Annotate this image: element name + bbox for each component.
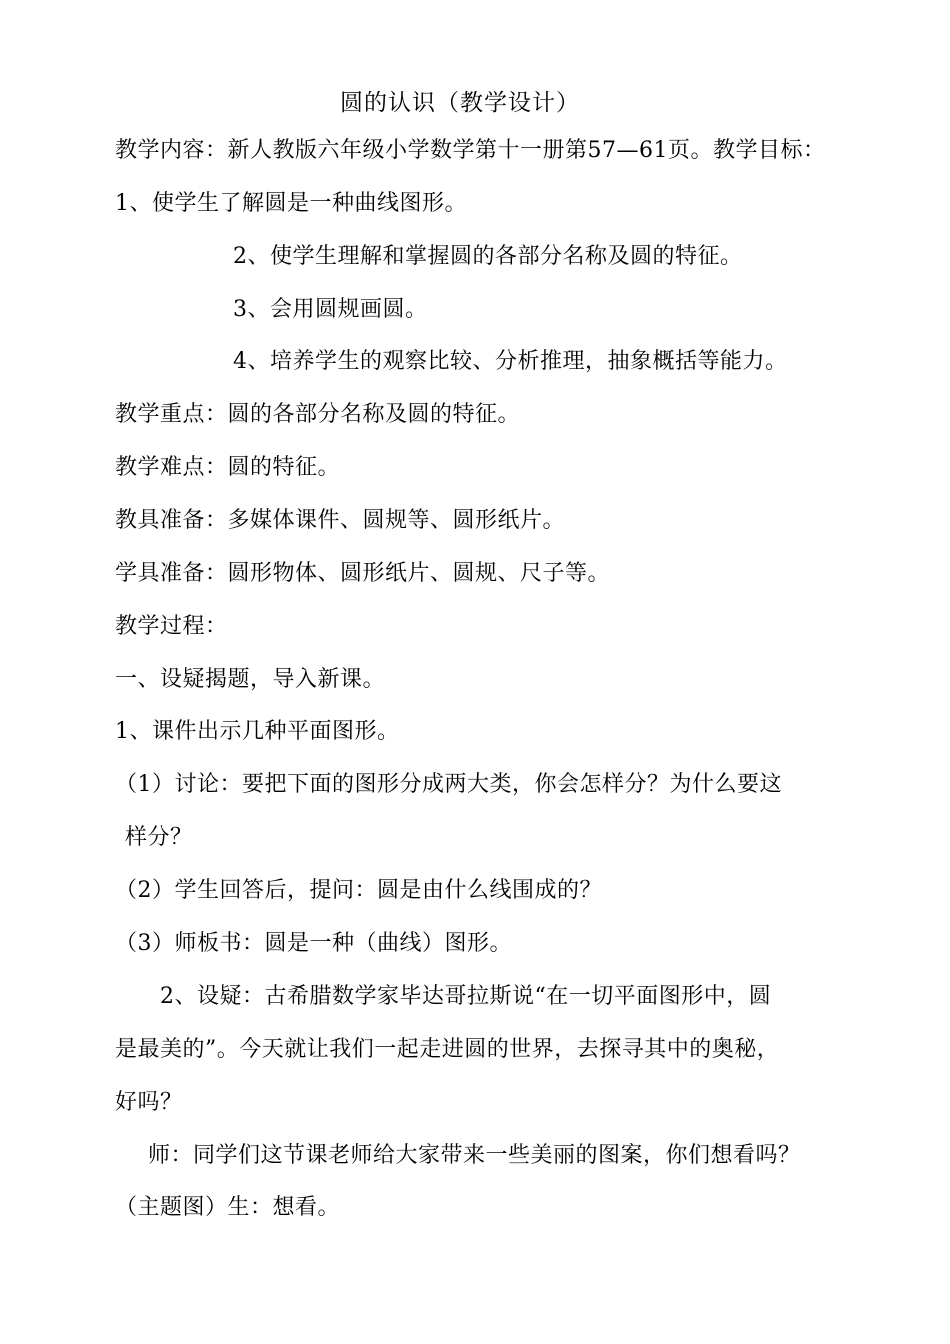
- goal-3: 3、会用圆规画圆。: [233, 297, 428, 322]
- goal-4: 4、培养学生的观察比较、分析推理，抽象概括等能力。: [233, 349, 788, 374]
- key-point: 教学重点：圆的各部分名称及圆的特征。: [115, 402, 521, 427]
- sub-1-line-2: 样分？: [125, 825, 193, 850]
- goal-2: 2、使学生理解和掌握圆的各部分名称及圆的特征。: [233, 244, 743, 269]
- sub-3: （3）师板书：圆是一种（曲线）图形。: [115, 931, 512, 956]
- difficulty: 教学难点：圆的特征。: [115, 455, 341, 480]
- step-1: 1、课件出示几种平面图形。: [115, 719, 400, 744]
- document-title: 圆的认识（教学设计）: [340, 90, 580, 116]
- teacher-line: 师：同学们这节课老师给大家带来一些美丽的图案，你们想看吗？: [148, 1143, 801, 1168]
- step-2-line-1: 2、设疑：古希腊数学家毕达哥拉斯说“在一切平面图形中，圆: [160, 984, 772, 1009]
- sub-1-line-1: （1）讨论：要把下面的图形分成两大类，你会怎样分？为什么要这: [115, 772, 782, 797]
- student-tools: 学具准备：圆形物体、圆形纸片、圆规、尺子等。: [115, 561, 611, 586]
- teacher-tools: 教具准备：多媒体课件、圆规等、圆形纸片。: [115, 508, 566, 533]
- student-line: （主题图）生：想看。: [115, 1195, 341, 1220]
- step-2-line-2: 是最美的”。今天就让我们一起走进圆的世界，去探寻其中的奥秘，: [115, 1037, 780, 1062]
- section-1-heading: 一、设疑揭题，导入新课。: [115, 667, 386, 692]
- process-heading: 教学过程：: [115, 614, 228, 639]
- goal-1: 1、使学生了解圆是一种曲线图形。: [115, 191, 467, 216]
- step-2-line-3: 好吗？: [115, 1090, 183, 1115]
- teaching-content: 教学内容：新人教版六年级小学数学第十一册第57—61页。教学目标：: [115, 138, 826, 163]
- sub-2: （2）学生回答后，提问：圆是由什么线围成的？: [115, 878, 602, 903]
